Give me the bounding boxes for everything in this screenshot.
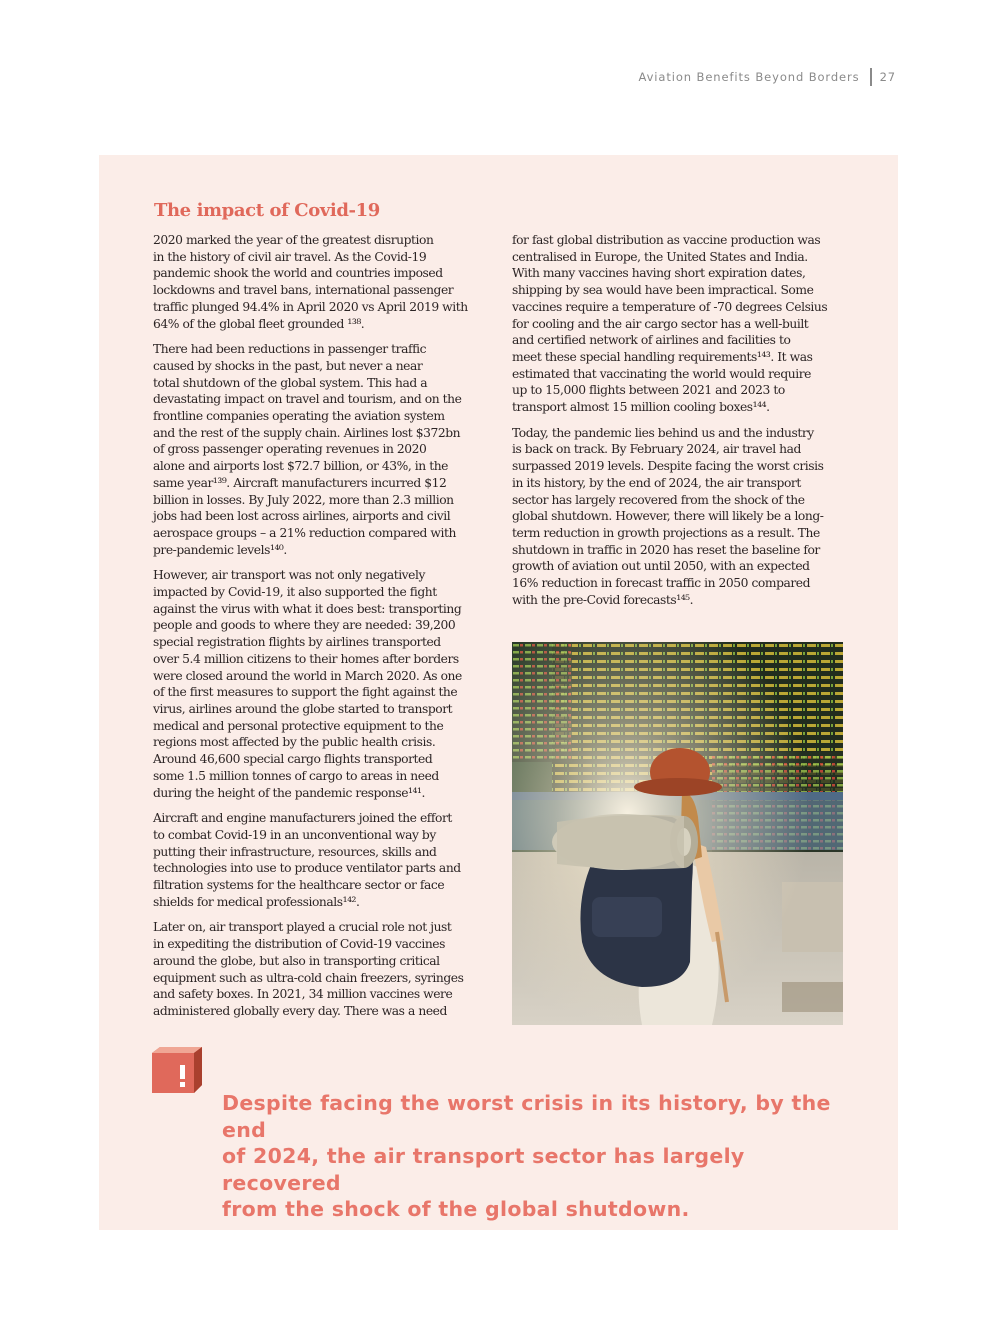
paragraph: Later on, air transport played a crucial role not just in expediting the distribution of Covid-19 vaccines around the globe, but also in transporting critical equipment such as ultra-cold chain freezers, syringes and safety boxes. In 2021, 34 million vaccines were administered globally every day. There was a need — [153, 920, 464, 1018]
page-number: 27 — [879, 70, 896, 84]
publication-title: Aviation Benefits Beyond Borders — [638, 70, 860, 84]
running-head — [639, 68, 897, 86]
traveller-at-departures-board-photo — [512, 642, 843, 1025]
right-column — [512, 232, 848, 617]
exclamation-box-icon — [152, 1047, 204, 1095]
paragraph: for fast global distribution as vaccine production was centralised in Europe, the United States and India. With many vaccines having short expiration dates, shipping by sea would have been impractical. Some vaccines require a temperature of -70 degrees Celsius for cooling and the air cargo sector has a well-built and certified network of airlines and facilities to meet these special handling requirements¹⁴³. It was estimated that vaccinating the world would require up to 15,000 flights between 2021 and 2023 to transport almost 15 million cooling boxes¹⁴⁴. — [512, 233, 828, 415]
left-column — [153, 232, 489, 1029]
paragraph: There had been reductions in passenger traffic caused by shocks in the past, but never a near total shutdown of the global system. This had a devastating impact on travel and tourism, and on the frontline companies operating the aviation system and the rest of the supply chain. Airlines lost $372bn of gross passenger operating revenues in 2020 alone and airports lost $72.7 billion, or 43%, in the same year¹³⁹. Aircraft manufacturers incurred $12 billion in losses. By July 2022, more than 2.3 million jobs had been lost across airlines, airports and civil aerospace groups – a 21% reduction compared with pre-pandemic levels¹⁴⁰. — [153, 342, 462, 557]
paragraph: 2020 marked the year of the greatest disruption in the history of civil air travel. As the Covid-19 pandemic shook the world and countries imposed lockdowns and travel bans, international passenger traffic plunged 94.4% in April 2020 vs April 2019 with 64% of the global fleet grounded ¹³⁸. — [153, 233, 468, 331]
paragraph: Today, the pandemic lies behind us and the industry is back on track. By February 2024, air travel had surpassed 2019 levels. Despite facing the worst crisis in its history, by the end of 2024, the air transport sector has largely recovered from the shock of the global shutdown. However, there will likely be a long- term reduction in growth projections as a result. The shutdown in traffic in 2020 has reset the baseline for growth of aviation out until 2050, with an expected 16% reduction in forecast traffic in 2050 compared with the pre-Covid forecasts¹⁴⁵. — [512, 425, 824, 607]
paragraph: However, air transport was not only negatively impacted by Covid-19, it also supported the fight against the virus with what it does best: transporting people and goods to where they are needed: 39,200 special registration flights by airlines transported over 5.4 million citizens to their homes after borders were closed around the world in March 2020. As one of the first measures to support the fight against the virus, airlines around the globe started to transport medical and personal protective equipment to the regions most affected by the public health crisis. Around 46,600 special cargo flights transported some 1.5 million tonnes of cargo to areas in need during the height of the pandemic response¹⁴¹. — [153, 568, 462, 800]
pull-quote: Despite facing the worst crisis in its history, by the end of 2024, the air transport sector has largely recovered from the shock of the global shutdown. — [222, 1091, 831, 1221]
paragraph: Aircraft and engine manufacturers joined the effort to combat Covid-19 in an unconventional way by putting their infrastructure, resources, skills and technologies into use to produce ventilator parts and filtration systems for the healthcare sector or face shields for medical professionals¹⁴². — [153, 811, 461, 909]
header-divider — [870, 68, 872, 86]
section-title: The impact of Covid-19 — [154, 200, 380, 221]
